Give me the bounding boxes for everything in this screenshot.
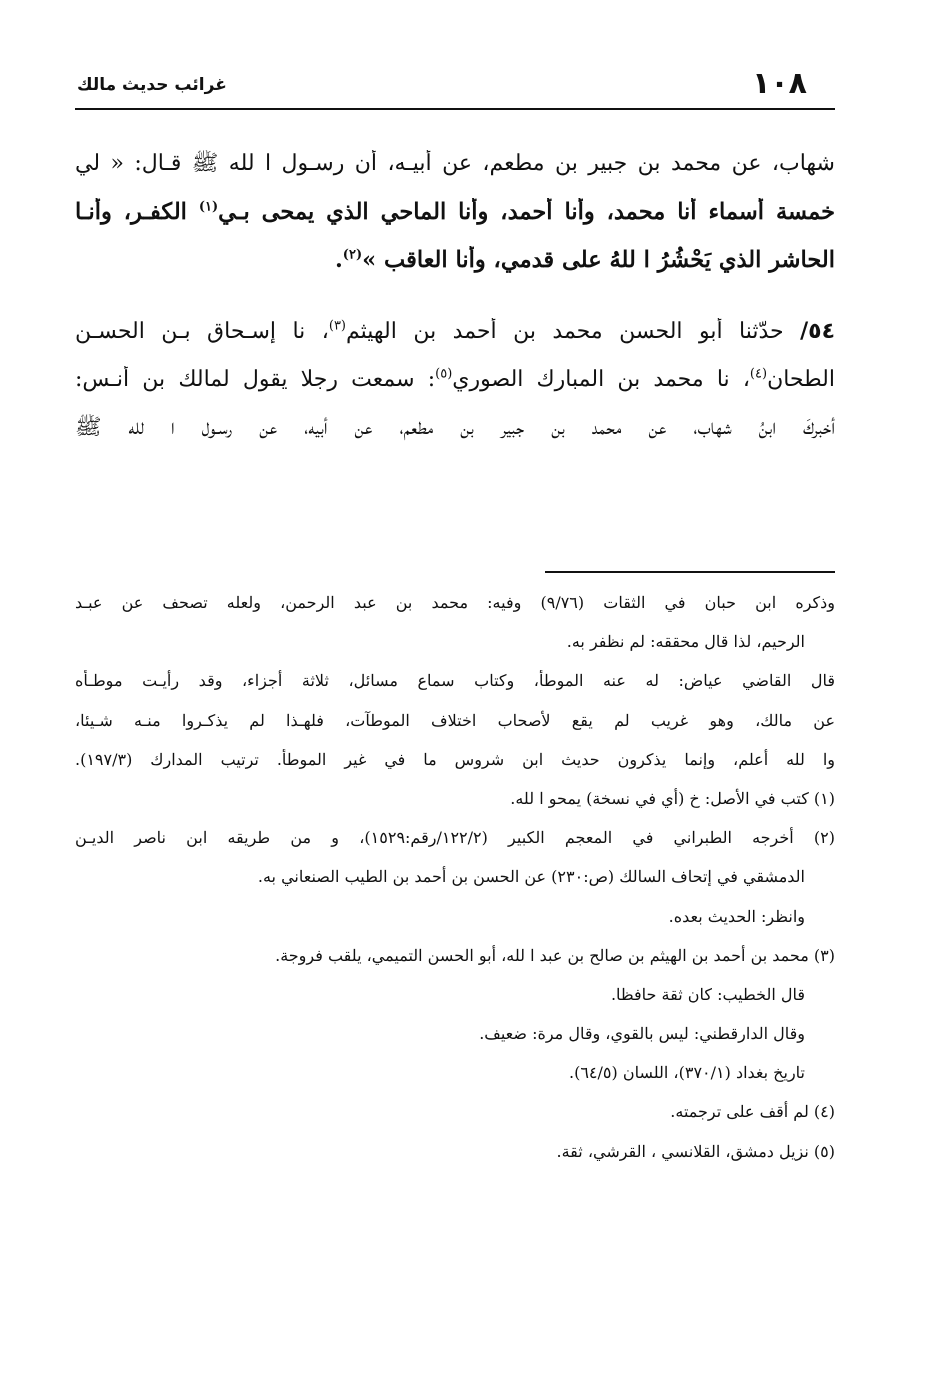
main-line-2: خمسة أسماء أنا محمد، وأنا أحمد، وأنا الماحي الذي يمحى بـي$^{(١)}$ الكفـر، وأنـا (75, 199, 835, 225)
footnote-5: (٥) نزيل دمشق، القلانسي ، القرشي، ثقة. (556, 1141, 835, 1161)
footnote-line: الرحيم، لذا قال محققه: لم نظفر به. (566, 632, 805, 652)
hadith-number: ٥٤/ (800, 319, 835, 344)
footnote-ref-4[interactable]: (٤) (749, 366, 768, 382)
footnote-ref-5[interactable]: (٥) (435, 366, 453, 382)
footnote-line: عن مالك، وهو غريب لم يقع لأصحاب اختلاف الموطآت، فلهـذا لم يذكـروا منـه شـيئا، (75, 710, 835, 730)
footnote-ref-2[interactable]: (٢) (342, 247, 363, 263)
paragraph-gap (75, 294, 835, 318)
footnote-line: وانظر: الحديث بعده. (668, 906, 805, 926)
main-line-1: شهاب، عن محمد بن جبير بن مطعم، عن أبيـه، أن رسـول ا لله ﷺ قـال: « لي (75, 151, 835, 176)
footnote-separator (545, 571, 835, 573)
footnote-line: الدمشقي في إتحاف السالك (ص:٢٣٠) عن الحسن بن أحمد بن الطيب الصنعاني به. (257, 867, 805, 887)
running-title: غرائب حديث مالك (77, 75, 227, 95)
page-header (75, 64, 835, 110)
footnote-line: تاريخ بغداد (٣٧٠/١)، اللسان (٦٤/٥). (569, 1063, 805, 1083)
footnotes (75, 592, 835, 1180)
footnote-ref-3[interactable]: (٣) (328, 318, 346, 334)
footnote-line: قال القاضي عياض: له عنه الموطأ، وكتاب سماع مسائل، ثلاثة أجزاء، وقد رأيـت موطـأه (75, 671, 835, 691)
footnote-2: (٢) أخرجه الطبراني في المعجم الكبير (١٢٢/٢/رقم:١٥٢٩)، و من طريقه ابن ناصر الديـن (75, 828, 835, 848)
footnote-4: (٤) لم أقف على ترجمته. (670, 1102, 835, 1122)
page-number: ١٠٨ (752, 66, 807, 101)
footnote-line: وقال الدارقطني: ليس بالقوي، وقال مرة: ضعيف. (479, 1024, 805, 1044)
main-line-5: الطحان$^{(٤)}$، نا محمد بن المبارك الصوري$^{(٥)}$: سمعت رجلا يقول لمالك بن أنـس: (75, 366, 835, 392)
footnote-3: (٣) محمد بن أحمد بن الهيثم بن صالح بن عبد ا لله، أبو الحسن التميمي، يلقب فروجة. (275, 945, 835, 965)
footnote-line: وا لله أعلم، وإنما يذكرون حديث ابن شروس ما في غير الموطأ. ترتيب المدارك (١٩٧/٣). (75, 749, 835, 769)
main-text (75, 150, 835, 462)
footnote-ref-1[interactable]: (١) (198, 199, 219, 215)
main-line-6: أخبركَ ابنُ شهاب، عن محمد بن جبير بن مطعم، عن أبيه، عن رسـول ا لله ﷺ (75, 415, 835, 440)
footnote-line: قال الخطيب: كان ثقة حافظا. (610, 984, 805, 1004)
footnote-line: وذكره ابن حبان في الثقات (٩/٧٦) وفيه: محمد بن عبد الرحمن، ولعله تصحف عن عبـد (75, 593, 835, 612)
footnote-1: (١) كتب في الأصل: خ (أي في نسخة) يمحو ا لله. (510, 788, 835, 808)
main-line-3: الحاشر الذي يَحْشُرُ ا للهُ على قدمي، وأنا العاقب »$^{(٢)}$. (334, 247, 835, 273)
main-line-4: ٥٤/ حدّثنا أبو الحسن محمد بن أحمد بن الهيثم$^{(٣)}$، نا إسـحاق بـن الحسـن (75, 318, 835, 344)
